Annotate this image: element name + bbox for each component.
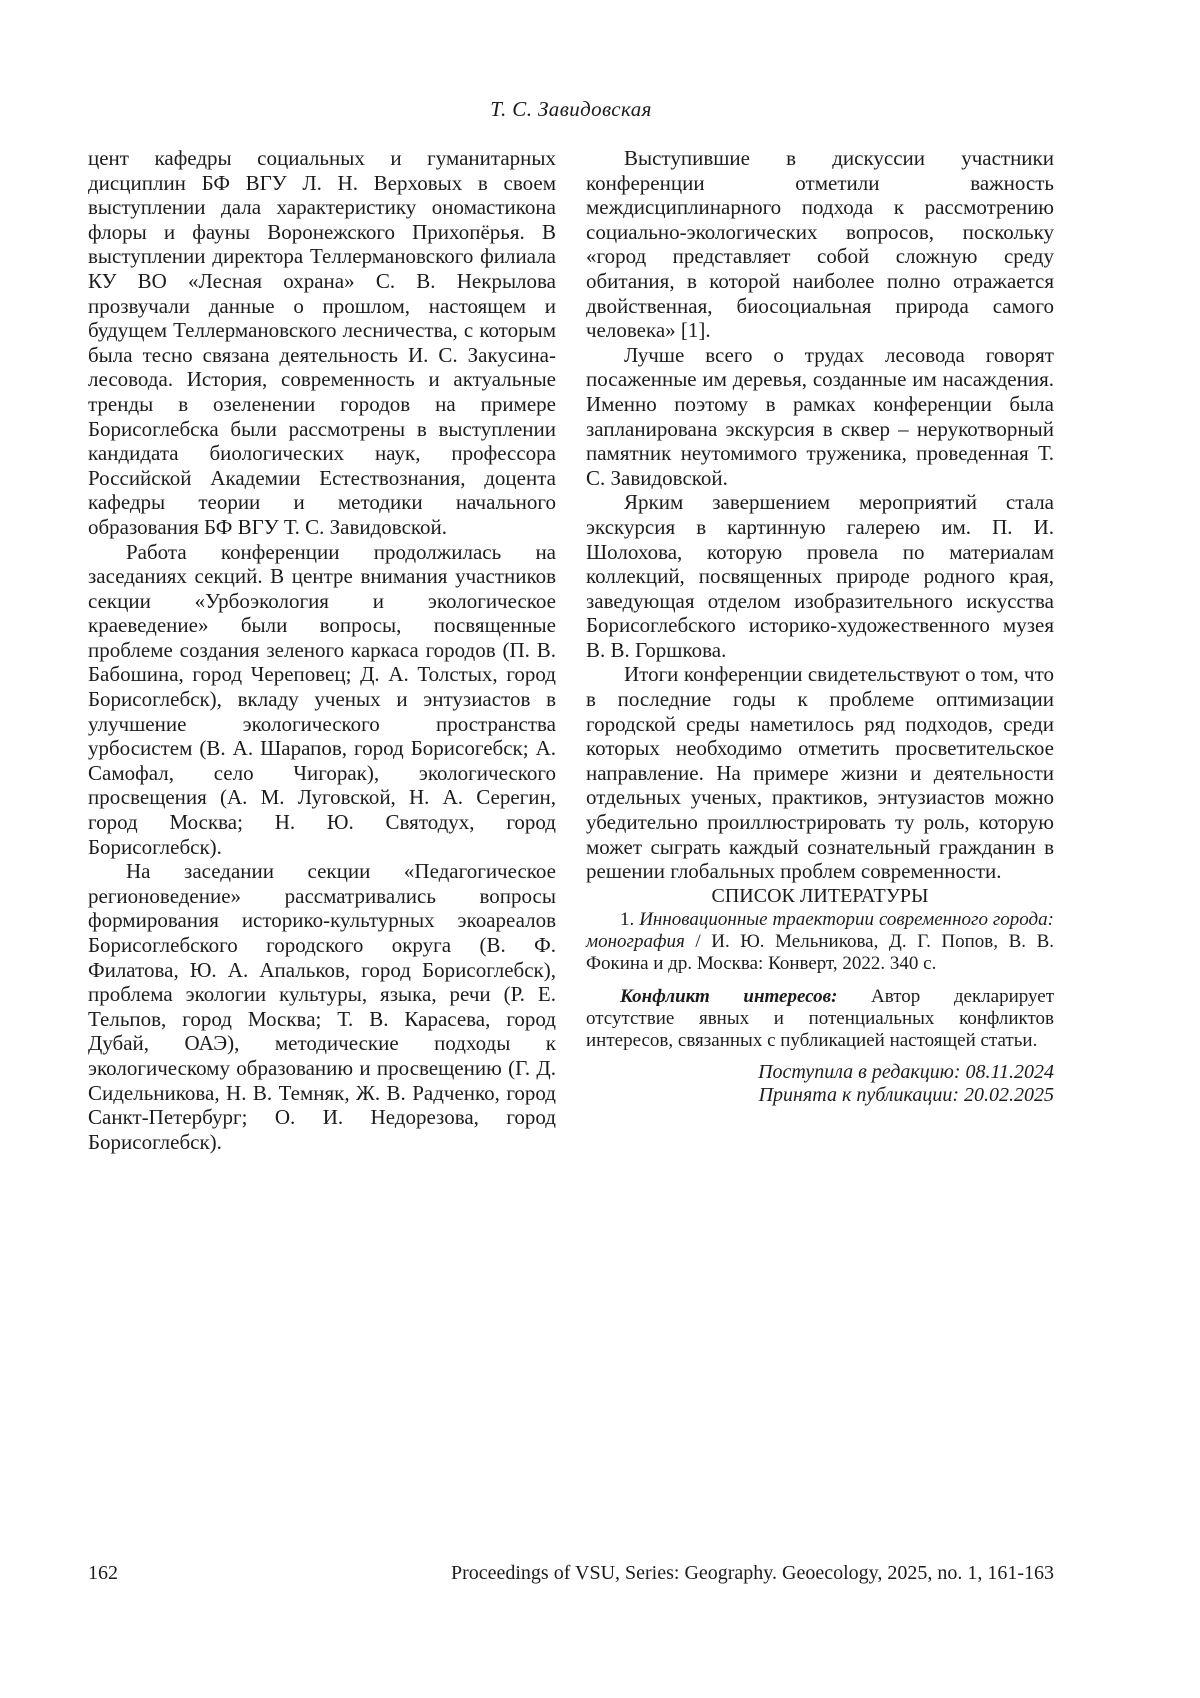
article-body (88, 146, 1054, 1154)
page-footer (88, 1562, 1054, 1585)
reference-number: 1. (620, 908, 640, 930)
paragraph: Лучше всего о трудах лесовода говорят посаженные им деревья, созданные им насаждения. Именно поэтому в рамках конференции была запланирована экскурсия в сквер – нерукотворный памятник неутомимого труженика, проведенная Т. С. Завидовской. (586, 342, 1054, 490)
running-head-author: Т. С. Завидовская (490, 97, 652, 121)
reference-details: / И. Ю. Мельникова, Д. Г. Попов, В. В. Фокина и др. Москва: Конверт, 2022. 340 с. (586, 930, 1054, 974)
accepted-date: Принята к публикации: 20.02.2025 (758, 1083, 1054, 1106)
paragraph: Выступившие в дискуссии участники конференции отметили важность междисциплинарного подхода к рассмотрению социально-экологических вопросов, поскольку «город представляет собой сложную среду обитания, в которой наиболее полно отражается двойственная, биосоциальная природа самого человека» [1]. (586, 146, 1054, 343)
footer-journal-info: Proceedings of VSU, Series: Geography. Geoecology, 2025, no. 1, 161-163 (450, 1562, 1054, 1584)
reference-title: Инновационные траектории современного города: монография (586, 908, 1054, 952)
conflict-of-interest-note (586, 986, 1054, 1052)
paragraph: цент кафедры социальных и гуманитарных дисциплин БФ ВГУ Л. Н. Верховых в своем выступлении дала характеристику ономастикона флоры и фауны Воронежского Прихопёрья. В выступлении директора Теллермановского филиала КУ ВО «Лесная охрана» С. В. Некрылова прозвучали данные о прошлом, настоящем и будущем Теллермановского лесничества, с которым была тесно связана деятельность И. С. Закусина-лесовода. История, современность и актуальные тренды в озеленении городов на примере Борисоглебска были рассмотрены в выступлении кандидата биологических наук, профессора Российской Академии Естествознания, доцента кафедры теории и методики начального образования БФ ВГУ Т. С. Завидовской. (88, 146, 556, 539)
reference-item (586, 909, 1054, 975)
paragraph: На заседании секции «Педагогическое регионоведение» рассматривались вопросы формирования историко-культурных экоареалов Борисоглебского городского округа (В. Ф. Филатова, Ю. А. Апальков, город Борисоглебск), проблема экологии культуры, языка, речи (Р. Е. Тельпов, город Москва; Т. В. Карасева, город Дубай, ОАЭ), методические подходы к экологическому образованию и просвещению (Г. Д. Сидельникова, Н. В. Темняк, Ж. В. Радченко, город Санкт-Петербург; О. И. Недорезова, город Борисоглебск). (88, 859, 556, 1154)
column-left (88, 146, 556, 1154)
conflict-of-interest-label: Конфликт интересов: (620, 985, 838, 1007)
footer-page-number: 162 (88, 1562, 118, 1584)
paragraph: Итоги конференции свидетельствуют о том, что в последние годы к проблеме оптимизации городской среды наметилось ряд подходов, среди которых необходимо отметить просветительское направление. На примере жизни и деятельности отдельных ученых, практиков, энтузиастов можно убедительно проиллюстрировать ту роль, которую может сыграть каждый сознательный гражданин в решении глобальных проблем современности. (586, 662, 1054, 884)
paragraph: Ярким завершением мероприятий стала экскурсия в картинную галерею им. П. И. Шолохова, которую провела по материалам коллекций, посвященных природе родного края, заведующая отделом изобразительного искусства Борисоглебского историко-художественного музея В. В. Горшкова. (586, 490, 1054, 662)
received-date: Поступила в редакцию: 08.11.2024 (758, 1060, 1054, 1083)
references-heading: СПИСОК ЛИТЕРАТУРЫ (711, 884, 929, 907)
paragraph: Работа конференции продолжилась на заседаниях секций. В центре внимания участников секции «Урбоэкология и экологическое краеведение» были вопросы, посвященные проблеме создания зеленого каркаса городов (П. В. Бабошина, город Череповец; Д. А. Толстых, город Борисоглебск), вкладу ученых и энтузиастов в улучшение экологического пространства урбосистем (В. А. Шарапов, город Борисогебск; А. Самофал, село Чигорак), экологического просвещения (А. М. Луговской, Н. А. Серегин, город Москва; Н. Ю. Святодух, город Борисоглебск). (88, 539, 556, 859)
column-right (586, 146, 1054, 1154)
conflict-of-interest-text: Автор декларирует отсутствие явных и потенциальных конфликтов интересов, связанных с публикацией настоящей статьи. (586, 985, 1055, 1051)
